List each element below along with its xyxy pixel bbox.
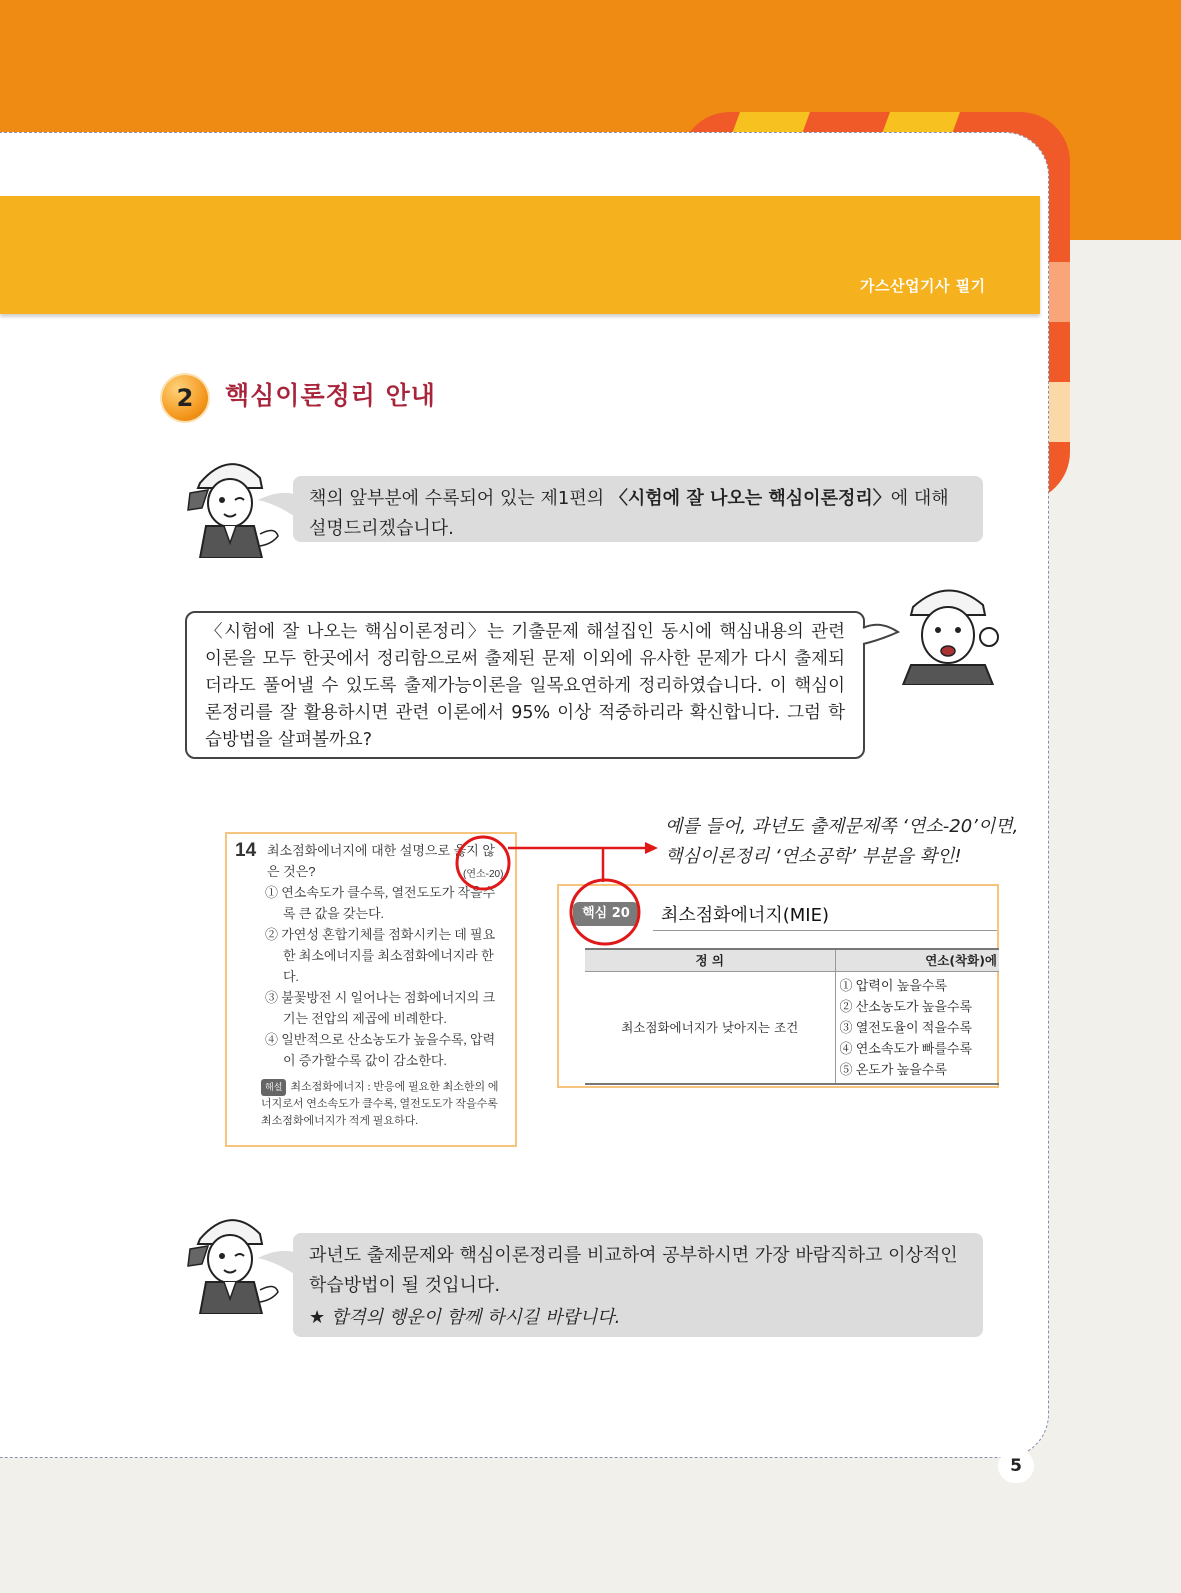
closing-speech-bubble <box>293 1233 983 1337</box>
question-option: ② 가연성 혼합기체를 점화시키는 데 필요한 최소에너지를 최소점화에너지라 한다. <box>265 927 496 984</box>
question-stem: 최소점화에너지에 대한 설명으로 옳지 않은 것은? <box>267 843 495 879</box>
explanation-text: 최소점화에너지 : 반응에 필요한 최소한의 에너지로서 연소속도가 클수록, 열전도도가 작을수록 최소점화에너지가 적게 필요하다. <box>261 1081 499 1127</box>
question-option: ① 연소속도가 클수록, 열전도도가 작을수록 큰 값을 갖는다. <box>265 885 496 921</box>
core-table-header-definition: 정 의 <box>585 949 835 971</box>
core-badge: 핵심 20 <box>573 902 639 926</box>
bubble1-text-start: 책의 앞부분에 수록되어 있는 제1편의 <box>309 488 610 509</box>
question-explanation <box>261 1079 505 1130</box>
core-table <box>585 948 999 1085</box>
worker-character-icon <box>180 1204 280 1314</box>
annotation-line-2: 핵심이론정리 ‘연소공학’ 부분을 확인! <box>665 846 962 867</box>
closing-text: 과년도 출제문제와 핵심이론정리를 비교하여 공부하시면 가장 바람직하고 이상적인 학습방법이 될 것입니다. <box>309 1245 958 1296</box>
core-condition-cell: 최소점화에너지가 낮아지는 조건 <box>585 971 835 1084</box>
bubble1-text-end: 에 대해 설명드리겠습니다. <box>309 488 949 539</box>
bubble1-bold-title: 〈시험에 잘 나오는 핵심이론정리〉 <box>609 488 891 509</box>
core-table-header-ignition: 연소(착화)에 <box>835 949 999 971</box>
explanation-speech-bubble: 〈시험에 잘 나오는 핵심이론정리〉는 기출문제 해설집인 동시에 핵심내용의 관련 이론을 모두 한곳에서 정리함으로써 출제된 문제 이외에 유사한 문제가 다시 출제되더라도 풀어낼 수 있도록 출제가능이론을 일목요연하게 정리하였습니다. 이 핵심이론정리를 잘 활용하시면 관련 이론에서 95% 이상 적중하리라 확신합니다. 그럼 학습방법을 살펴볼까요? <box>185 611 865 759</box>
intro-speech-bubble <box>293 476 983 542</box>
section-title: 핵심이론정리 안내 <box>225 381 436 410</box>
core-list-cell <box>835 971 999 1084</box>
explanation-badge: 해설 <box>261 1079 286 1096</box>
handwritten-annotation <box>665 812 1035 872</box>
core-theory-box <box>557 884 999 1088</box>
question-option: ③ 불꽃방전 시 일어나는 점화에너지의 크기는 전압의 제곱에 비례한다. <box>265 990 496 1026</box>
header-bar <box>0 196 1040 314</box>
professor-character-icon <box>893 575 1003 685</box>
question-number: 14 <box>235 840 257 861</box>
core-list-item: ⑤ 온도가 높을수록 <box>839 1061 947 1077</box>
closing-wish: ★ 합격의 행운이 함께 하시길 바랍니다. <box>309 1307 621 1328</box>
past-exam-question-box <box>225 832 517 1147</box>
page-number: 5 <box>998 1449 1034 1483</box>
question-source-tag: (연소-20) <box>463 869 504 880</box>
core-list-item: ④ 연소속도가 빠를수록 <box>839 1040 973 1056</box>
book-title: 가스산업기사 필기 <box>860 277 986 295</box>
core-list-item: ③ 열전도율이 적을수록 <box>839 1019 973 1035</box>
question-option: ④ 일반적으로 산소농도가 높을수록, 압력이 증가할수록 값이 감소한다. <box>265 1032 496 1068</box>
core-list-item: ② 산소농도가 높을수록 <box>839 998 973 1014</box>
section-number: 2 <box>162 375 208 421</box>
core-title-rule <box>653 930 997 931</box>
worker-character-icon <box>180 448 280 558</box>
core-title: 최소점화에너지(MIE) <box>661 905 829 926</box>
annotation-line-1: 예를 들어, 과년도 출제문제쪽 ‘연소-20’이면, <box>665 816 1019 837</box>
core-list-item: ① 압력이 높을수록 <box>839 977 947 993</box>
